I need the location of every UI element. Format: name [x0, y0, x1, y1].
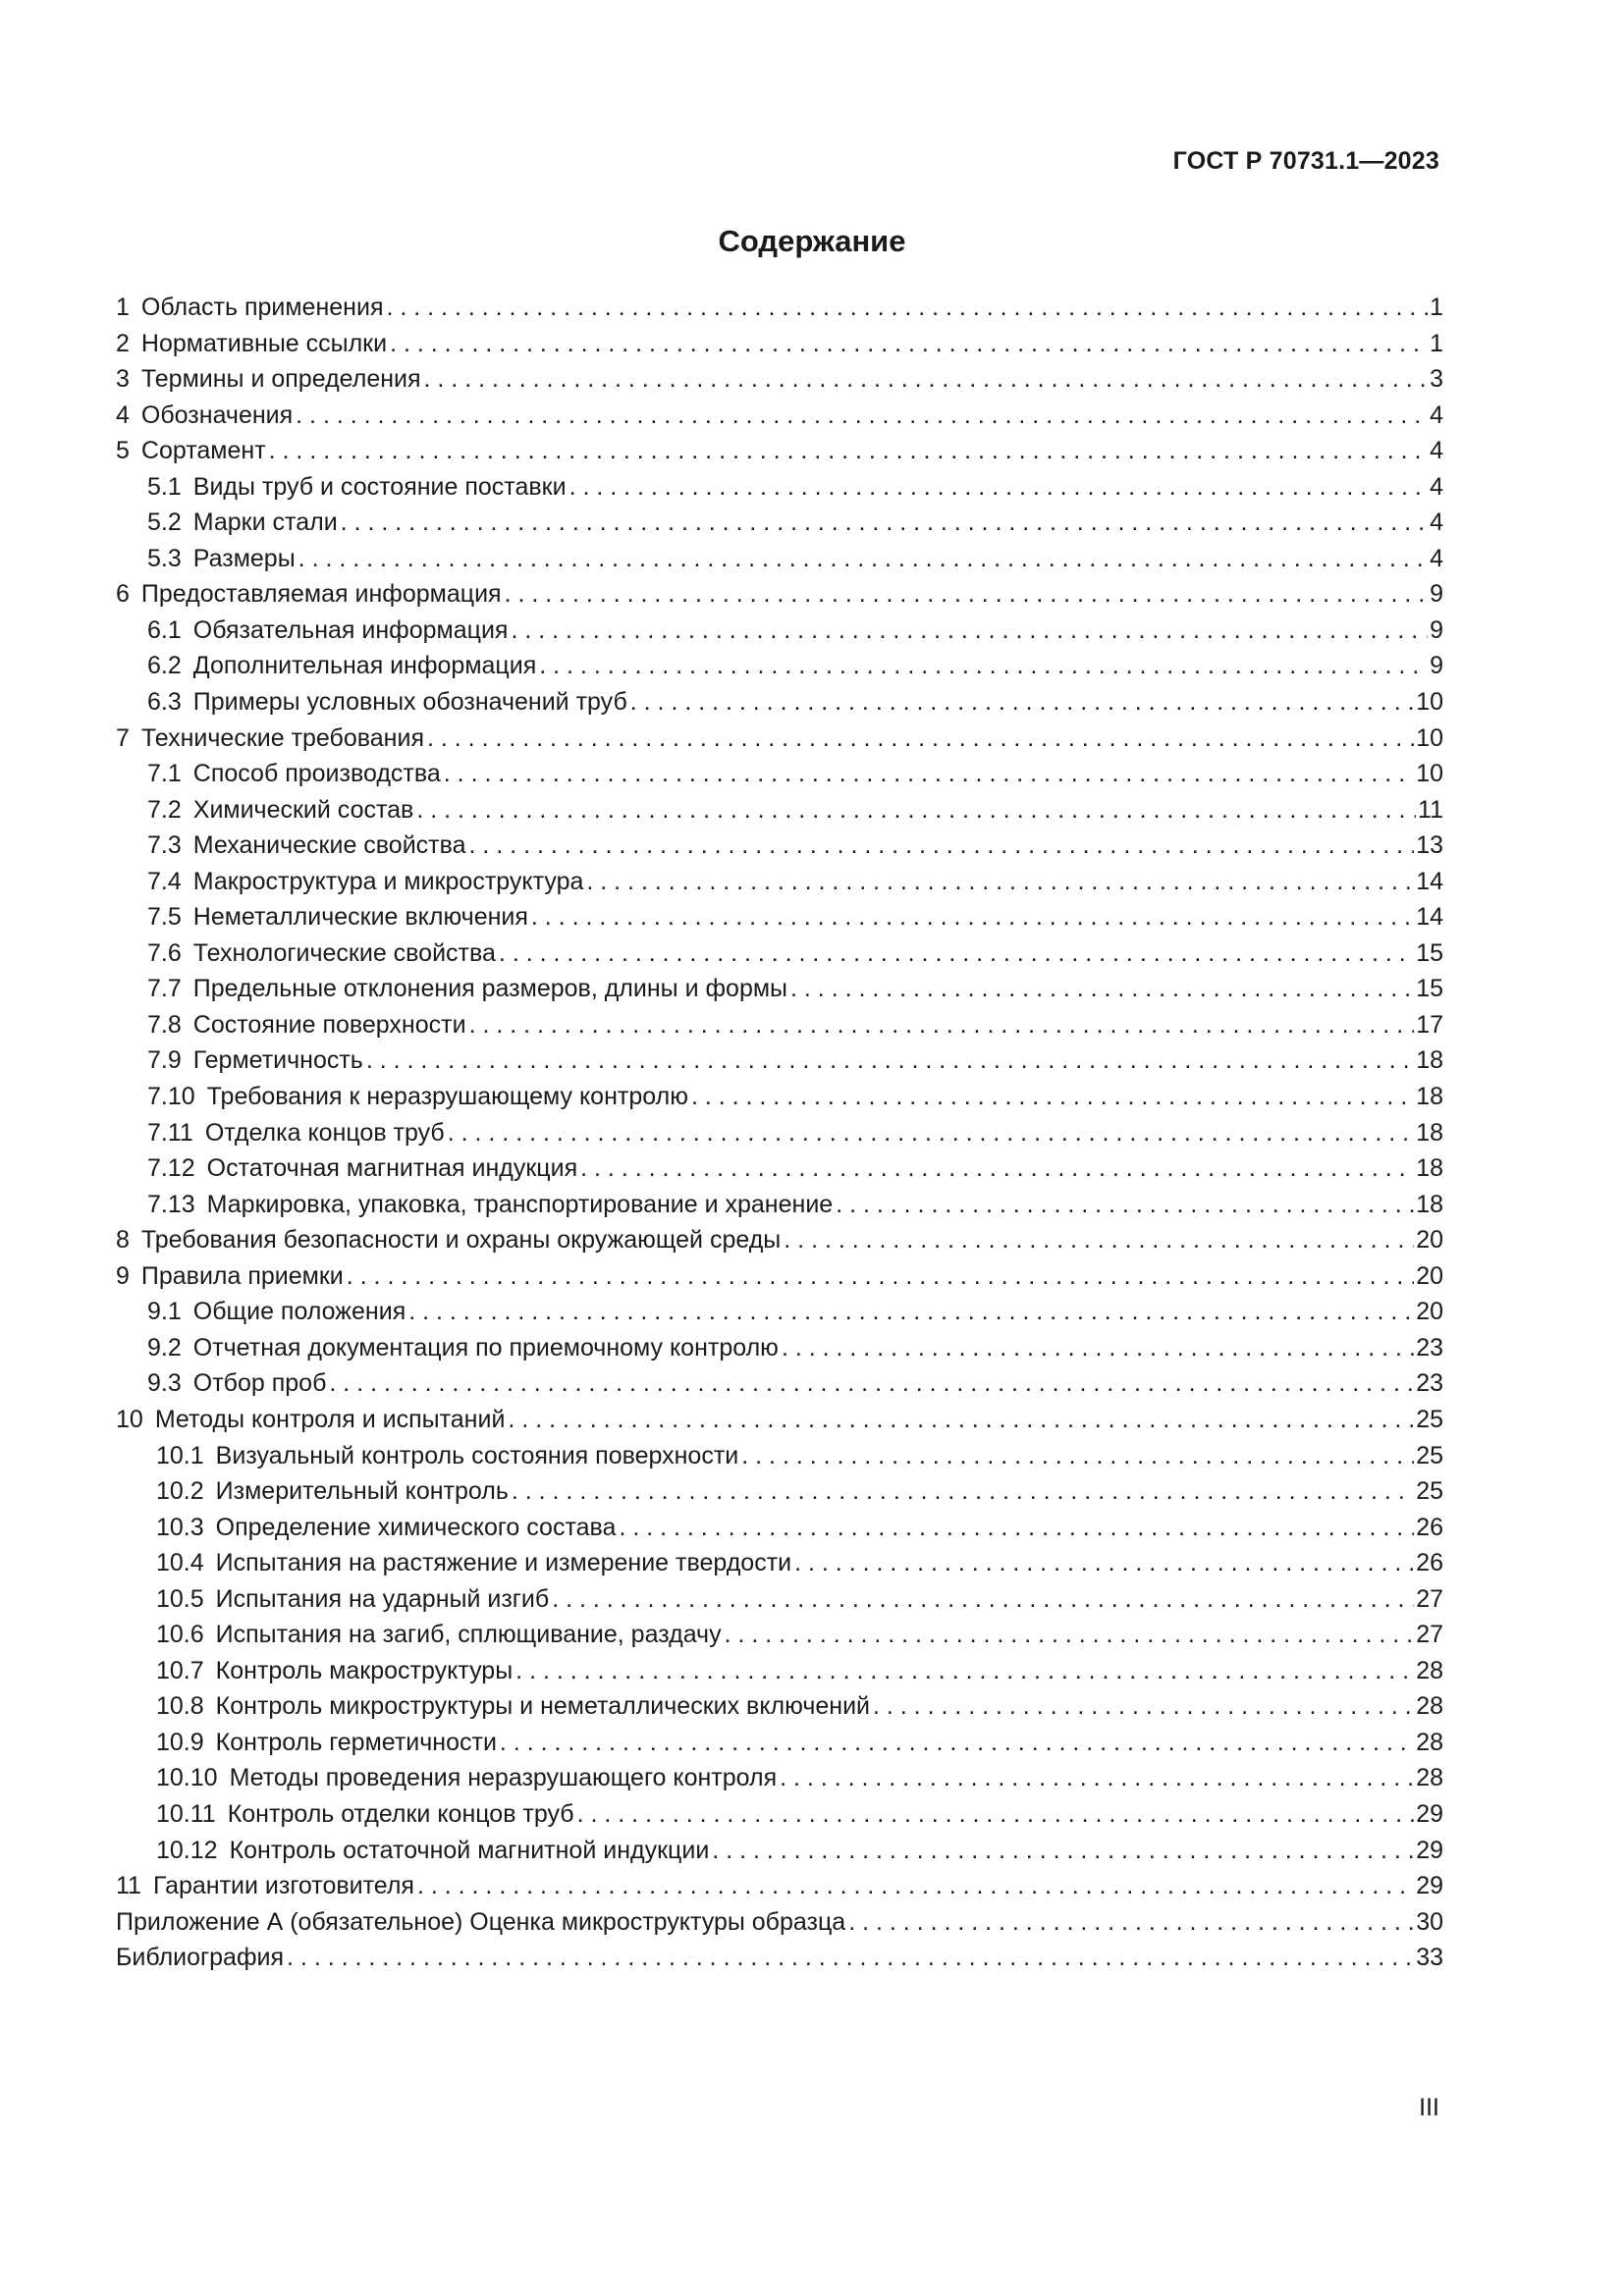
toc-entry[interactable]	[116, 1079, 1443, 1115]
toc-entry-page: 28	[1416, 1656, 1443, 1684]
toc-entry[interactable]	[116, 1187, 1443, 1223]
toc-entry-title: Маркировка, упаковка, транспортирование и хранение	[206, 1190, 834, 1218]
toc-entry[interactable]	[116, 1222, 1443, 1258]
toc-entry-number: 7	[116, 723, 130, 752]
toc-dot-leader	[630, 684, 1414, 721]
toc-entry-title: Область применения	[140, 294, 384, 321]
toc-entry-number: 6.1	[147, 615, 182, 644]
toc-entry-title: Неметаллические включения	[192, 903, 528, 932]
toc-entry-title: Предоставляемая информация	[140, 580, 502, 609]
toc-entry-number: 7.4	[147, 867, 182, 895]
toc-dot-leader	[408, 1294, 1414, 1330]
toc-entry-page: 28	[1416, 1728, 1443, 1756]
toc-entry-title: Испытания на ударный изгиб	[215, 1584, 550, 1613]
toc-dot-leader	[782, 1330, 1414, 1366]
toc-dot-leader	[848, 1904, 1414, 1941]
toc-entry-number: 10.4	[156, 1549, 204, 1577]
toc-entry-page: 9	[1430, 652, 1443, 680]
toc-entry-title: Обозначения	[140, 400, 294, 429]
toc-entry-number: 10.8	[156, 1692, 204, 1721]
toc-entry-page: 15	[1416, 938, 1443, 967]
toc-entry[interactable]	[116, 505, 1443, 541]
toc-dot-leader	[329, 1365, 1414, 1402]
toc-entry-title: Виды труб и состояние поставки	[192, 472, 567, 501]
toc-entry-title: Герметичность	[192, 1046, 363, 1075]
toc-entry[interactable]	[116, 361, 1443, 398]
toc-dot-leader	[269, 433, 1428, 469]
toc-entry[interactable]	[116, 1042, 1443, 1079]
toc-entry-page: 20	[1416, 1261, 1443, 1290]
toc-entry[interactable]	[116, 684, 1443, 721]
toc-entry[interactable]	[116, 541, 1443, 577]
toc-entry-page: 26	[1416, 1549, 1443, 1577]
toc-entry[interactable]	[116, 326, 1443, 362]
toc-entry-number: 5	[116, 437, 130, 465]
toc-dot-leader	[790, 971, 1414, 1007]
toc-entry[interactable]	[116, 1115, 1443, 1151]
toc-entry-number: 10.6	[156, 1621, 204, 1649]
toc-entry-number: 7.9	[147, 1046, 182, 1075]
toc-dot-leader	[347, 1258, 1414, 1295]
toc-entry-number: 7.7	[147, 975, 182, 1003]
table-of-contents	[116, 290, 1443, 1976]
toc-entry-title: Общие положения	[192, 1298, 406, 1326]
toc-entry[interactable]	[116, 1438, 1443, 1474]
toc-entry-title: Приложение А (обязательное) Оценка микроструктуры образца	[116, 1907, 846, 1936]
toc-entry-number: 10.5	[156, 1584, 204, 1613]
toc-entry-title: Методы контроля и испытаний	[154, 1405, 506, 1433]
toc-dot-leader	[424, 361, 1429, 398]
toc-entry-number: 9.2	[147, 1333, 182, 1362]
toc-entry-title: Требования безопасности и охраны окружающей среды	[140, 1226, 782, 1255]
toc-entry[interactable]	[116, 290, 1443, 326]
toc-entry-title: Правила приемки	[140, 1261, 344, 1290]
toc-entry-number: 6.3	[147, 688, 182, 717]
toc-entry-page: 33	[1416, 1944, 1443, 1972]
toc-entry-title: Обязательная информация	[192, 615, 509, 644]
toc-entry[interactable]	[116, 1760, 1443, 1796]
toc-entry-page: 28	[1416, 1692, 1443, 1721]
toc-entry-page: 4	[1430, 544, 1443, 572]
toc-dot-leader	[505, 576, 1429, 613]
toc-dot-leader	[427, 721, 1414, 757]
toc-entry-number: 6	[116, 580, 130, 609]
toc-entry[interactable]	[116, 1581, 1443, 1618]
toc-dot-leader	[448, 1115, 1414, 1151]
toc-entry-title: Остаточная магнитная индукция	[206, 1154, 578, 1183]
toc-entry-number: 11	[116, 1872, 141, 1900]
toc-entry[interactable]	[116, 1868, 1443, 1904]
toc-entry[interactable]	[116, 576, 1443, 613]
toc-dot-leader	[780, 1760, 1414, 1796]
toc-entry-title: Контроль макроструктуры	[215, 1656, 514, 1684]
toc-dot-leader	[577, 1796, 1415, 1833]
toc-title: Содержание	[718, 224, 906, 258]
toc-entry-page: 4	[1430, 508, 1443, 537]
toc-entry-title: Сортамент	[140, 437, 266, 465]
toc-entry[interactable]	[116, 1904, 1443, 1941]
toc-entry-page: 18	[1416, 1190, 1443, 1218]
toc-entry[interactable]	[116, 1330, 1443, 1366]
toc-entry-number: 10.7	[156, 1656, 204, 1684]
toc-dot-leader	[580, 1150, 1414, 1187]
toc-entry-number: 9	[116, 1261, 130, 1290]
toc-entry[interactable]	[116, 792, 1443, 828]
toc-dot-leader	[287, 1940, 1414, 1976]
toc-entry[interactable]	[116, 1653, 1443, 1689]
toc-dot-leader	[569, 469, 1429, 506]
toc-entry-title: Примеры условных обозначений труб	[192, 688, 627, 717]
toc-entry-page: 27	[1416, 1584, 1443, 1613]
toc-dot-leader	[691, 1079, 1414, 1115]
toc-entry-title: Испытания на растяжение и измерение твердости	[215, 1549, 792, 1577]
toc-dot-leader	[511, 613, 1428, 649]
toc-entry[interactable]	[116, 1545, 1443, 1581]
toc-entry-page: 18	[1416, 1154, 1443, 1183]
toc-dot-leader	[469, 828, 1415, 864]
toc-entry-title: Отчетная документация по приемочному контролю	[192, 1333, 779, 1362]
toc-entry[interactable]	[116, 971, 1443, 1007]
toc-dot-leader	[499, 935, 1414, 972]
toc-entry[interactable]	[116, 1473, 1443, 1510]
toc-entry-title: Нормативные ссылки	[140, 329, 388, 357]
toc-entry-page: 18	[1416, 1118, 1443, 1147]
toc-dot-leader	[500, 1725, 1414, 1761]
toc-entry-number: 7.13	[147, 1190, 195, 1218]
toc-entry[interactable]	[116, 1150, 1443, 1187]
toc-dot-leader	[341, 505, 1428, 541]
toc-entry[interactable]	[116, 1796, 1443, 1833]
toc-entry-number: 7.11	[147, 1118, 193, 1147]
toc-entry-title: Марки стали	[192, 508, 338, 537]
toc-entry-title: Гарантии изготовителя	[152, 1872, 414, 1900]
toc-entry-title: Химический состав	[192, 795, 414, 824]
toc-entry-page: 25	[1416, 1441, 1443, 1469]
toc-dot-leader	[586, 864, 1414, 900]
toc-entry-page: 27	[1416, 1621, 1443, 1649]
toc-entry-number: 1	[116, 294, 130, 321]
toc-entry-page: 26	[1416, 1513, 1443, 1541]
toc-entry-number: 7.2	[147, 795, 182, 824]
toc-entry-number: 10.1	[156, 1441, 204, 1469]
toc-dot-leader	[836, 1187, 1414, 1223]
toc-dot-leader	[298, 541, 1428, 577]
toc-entry-page: 14	[1416, 867, 1443, 895]
toc-entry-title: Требования к неразрушающему контролю	[206, 1083, 688, 1111]
toc-dot-leader	[725, 1617, 1415, 1653]
toc-dot-leader	[619, 1510, 1414, 1546]
toc-entry[interactable]	[116, 1688, 1443, 1725]
toc-entry[interactable]	[116, 1833, 1443, 1869]
toc-entry-page: 29	[1416, 1836, 1443, 1864]
toc-dot-leader	[552, 1581, 1414, 1618]
toc-entry-page: 10	[1416, 723, 1443, 752]
toc-dot-leader	[741, 1438, 1414, 1474]
toc-entry-page: 15	[1416, 975, 1443, 1003]
toc-entry-number: 3	[116, 365, 130, 394]
toc-entry-title: Дополнительная информация	[192, 652, 537, 680]
toc-entry-page: 25	[1416, 1405, 1443, 1433]
toc-entry-title: Отбор проб	[192, 1369, 327, 1398]
toc-entry-title: Механические свойства	[192, 831, 466, 860]
toc-entry-page: 14	[1416, 903, 1443, 932]
toc-entry[interactable]	[116, 721, 1443, 757]
toc-entry-number: 7.8	[147, 1010, 182, 1039]
toc-entry-number: 7.12	[147, 1154, 195, 1183]
toc-entry-title: Предельные отклонения размеров, длины и формы	[192, 975, 788, 1003]
toc-entry-page: 4	[1430, 437, 1443, 465]
toc-dot-leader	[712, 1833, 1414, 1869]
toc-dot-leader	[296, 398, 1428, 434]
toc-entry[interactable]	[116, 899, 1443, 935]
toc-entry-page: 18	[1416, 1046, 1443, 1075]
toc-entry-number: 4	[116, 400, 130, 429]
toc-entry-page: 1	[1430, 294, 1443, 321]
toc-entry-number: 10.2	[156, 1477, 204, 1506]
toc-entry[interactable]	[116, 613, 1443, 649]
toc-entry-number: 10.11	[156, 1799, 216, 1828]
toc-entry-title: Контроль остаточной магнитной индукции	[229, 1836, 710, 1864]
toc-dot-leader	[515, 1653, 1414, 1689]
toc-dot-leader	[417, 1868, 1414, 1904]
toc-entry[interactable]	[116, 1940, 1443, 1976]
toc-entry[interactable]	[116, 1510, 1443, 1546]
toc-entry-page: 13	[1416, 831, 1443, 860]
toc-entry-title: Испытания на загиб, сплющивание, раздачу	[215, 1621, 722, 1649]
toc-entry-number: 9.3	[147, 1369, 182, 1398]
toc-entry-page: 23	[1416, 1333, 1443, 1362]
toc-entry-page: 4	[1430, 472, 1443, 501]
toc-entry-number: 8	[116, 1226, 130, 1255]
toc-dot-leader	[366, 1042, 1414, 1079]
toc-entry-page: 11	[1418, 795, 1443, 824]
toc-entry[interactable]	[116, 828, 1443, 864]
toc-entry-page: 17	[1416, 1010, 1443, 1039]
toc-entry-title: Технические требования	[140, 723, 424, 752]
toc-entry-page: 29	[1416, 1799, 1443, 1828]
toc-entry-page: 18	[1416, 1083, 1443, 1111]
toc-dot-leader	[784, 1222, 1414, 1258]
toc-entry-title: Определение химического состава	[215, 1513, 617, 1541]
toc-entry-page: 9	[1430, 615, 1443, 644]
toc-dot-leader	[386, 290, 1428, 326]
toc-dot-leader	[444, 756, 1414, 792]
toc-entry-number: 6.2	[147, 652, 182, 680]
toc-entry-number: 5.1	[147, 472, 182, 501]
toc-entry[interactable]	[116, 756, 1443, 792]
toc-entry-title: Способ производства	[192, 760, 441, 788]
toc-entry-page: 4	[1430, 400, 1443, 429]
toc-entry[interactable]	[116, 469, 1443, 506]
toc-entry[interactable]	[116, 1007, 1443, 1043]
toc-entry-title: Контроль герметичности	[215, 1728, 497, 1756]
toc-entry-title: Визуальный контроль состояния поверхности	[215, 1441, 739, 1469]
toc-dot-leader	[873, 1688, 1414, 1725]
toc-entry-number: 10.10	[156, 1764, 218, 1792]
toc-entry-title: Технологические свойства	[192, 938, 496, 967]
toc-entry-number: 7.5	[147, 903, 182, 932]
toc-entry-title: Контроль микроструктуры и неметаллических включений	[215, 1692, 870, 1721]
toc-entry-page: 29	[1416, 1872, 1443, 1900]
toc-entry[interactable]	[116, 1402, 1443, 1438]
toc-entry-title: Методы проведения неразрушающего контроля	[229, 1764, 778, 1792]
toc-entry-number: 5.2	[147, 508, 182, 537]
toc-entry-number: 9.1	[147, 1298, 182, 1326]
toc-entry[interactable]	[116, 935, 1443, 972]
toc-entry-page: 10	[1416, 688, 1443, 717]
toc-entry-number: 7.1	[147, 760, 182, 788]
toc-entry-number: 5.3	[147, 544, 182, 572]
toc-entry[interactable]	[116, 1725, 1443, 1761]
toc-dot-leader	[539, 648, 1428, 684]
toc-entry[interactable]	[116, 864, 1443, 900]
page-number: III	[1419, 2094, 1439, 2121]
toc-entry-number: 10.12	[156, 1836, 218, 1864]
toc-entry-page: 28	[1416, 1764, 1443, 1792]
toc-dot-leader	[469, 1007, 1415, 1043]
toc-entry[interactable]	[116, 1258, 1443, 1295]
toc-entry[interactable]	[116, 1294, 1443, 1330]
toc-entry-number: 10.3	[156, 1513, 204, 1541]
toc-entry-number: 7.6	[147, 938, 182, 967]
toc-entry-page: 30	[1416, 1907, 1443, 1936]
toc-dot-leader	[390, 326, 1428, 362]
toc-entry-number: 10.9	[156, 1728, 204, 1756]
toc-entry-title: Измерительный контроль	[215, 1477, 509, 1506]
toc-entry-number: 10	[116, 1405, 143, 1433]
toc-dot-leader	[512, 1473, 1414, 1510]
doc-code: ГОСТ Р 70731.1—2023	[1172, 147, 1439, 175]
toc-dot-leader	[794, 1545, 1414, 1581]
toc-entry-title: Контроль отделки концов труб	[227, 1799, 574, 1828]
toc-entry-page: 1	[1430, 329, 1443, 357]
toc-entry-title: Отделка концов труб	[204, 1118, 445, 1147]
toc-entry-title: Размеры	[192, 544, 296, 572]
toc-entry-page: 3	[1430, 365, 1443, 394]
toc-entry-page: 25	[1416, 1477, 1443, 1506]
toc-entry[interactable]	[116, 398, 1443, 434]
toc-dot-leader	[416, 792, 1416, 828]
toc-entry-number: 2	[116, 329, 130, 357]
toc-entry-page: 10	[1416, 760, 1443, 788]
toc-entry-number: 7.3	[147, 831, 182, 860]
toc-entry[interactable]	[116, 1365, 1443, 1402]
toc-entry-page: 20	[1416, 1298, 1443, 1326]
toc-entry-title: Библиография	[116, 1944, 285, 1972]
toc-entry-title: Макроструктура и микроструктура	[192, 867, 584, 895]
toc-entry-page: 23	[1416, 1369, 1443, 1398]
toc-entry[interactable]	[116, 1617, 1443, 1653]
toc-entry-title: Термины и определения	[140, 365, 421, 394]
toc-entry-page: 9	[1430, 580, 1443, 609]
toc-entry-title: Состояние поверхности	[192, 1010, 466, 1039]
toc-entry[interactable]	[116, 433, 1443, 469]
toc-dot-leader	[508, 1402, 1414, 1438]
toc-entry-page: 20	[1416, 1226, 1443, 1255]
toc-entry[interactable]	[116, 648, 1443, 684]
toc-entry-number: 7.10	[147, 1083, 195, 1111]
toc-dot-leader	[531, 899, 1414, 935]
